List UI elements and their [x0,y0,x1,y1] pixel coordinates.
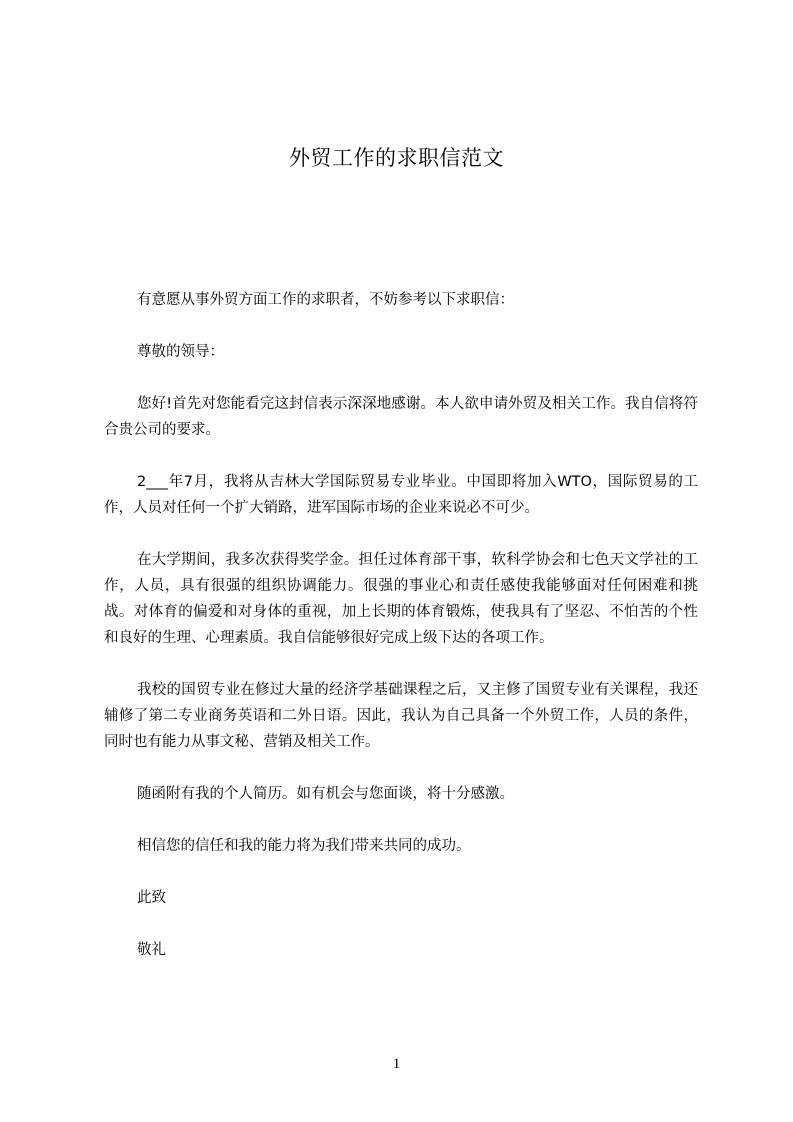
paragraph-greeting: 您好!首先对您能看完这封信表示深深地感谢。本人欲申请外贸及相关工作。我自信将符合贵公司的要求。 [104,396,698,438]
paragraph-intro: 有意愿从事外贸方面工作的求职者，不妨参考以下求职信： [137,292,514,308]
paragraph-coursework: 我校的国贸专业在修过大量的经济学基础课程之后，又主修了国贸专业有关课程，我还辅修了第二专业商务英语和二外日语。因此，我认为自己具备一个外贸工作，人员的条件，同时也有能力从事文秘、营销及相关工作。 [104,682,698,750]
document-title: 外贸工作的求职信范文 [289,146,504,170]
paragraph-graduation: 2___年7月，我将从吉林大学国际贸易专业毕业。中国即将加入WTO，国际贸易的工作，人员对任何一个扩大销路，进军国际市场的企业来说必不可少。 [104,474,698,516]
paragraph-resume-attached: 随函附有我的个人简历。如有机会与您面谈，将十分感激。 [137,786,514,802]
document-body [104,287,698,989]
paragraph-cizhi: 此致 [137,890,166,906]
paragraph-university-experience: 在大学期间，我多次获得奖学金。担任过体育部干事，软科学协会和七色天文学社的工作，人员，具有很强的组织协调能力。很强的事业心和责任感使我能够面对任何困难和挑战。对体育的偏爱和对身体的重视，加上长期的体育锻炼，使我具有了坚忍、不怕苦的个性和良好的生理、心理素质。我自信能够很好完成上级下达的各项工作。 [104,552,698,646]
paragraph-closing-wish: 相信您的信任和我的能力将为我们带来共同的成功。 [137,838,471,854]
page-number: 1 [392,1056,401,1072]
paragraph-jingli: 敬礼 [137,942,166,958]
paragraph-salutation: 尊敬的领导： [137,344,224,360]
